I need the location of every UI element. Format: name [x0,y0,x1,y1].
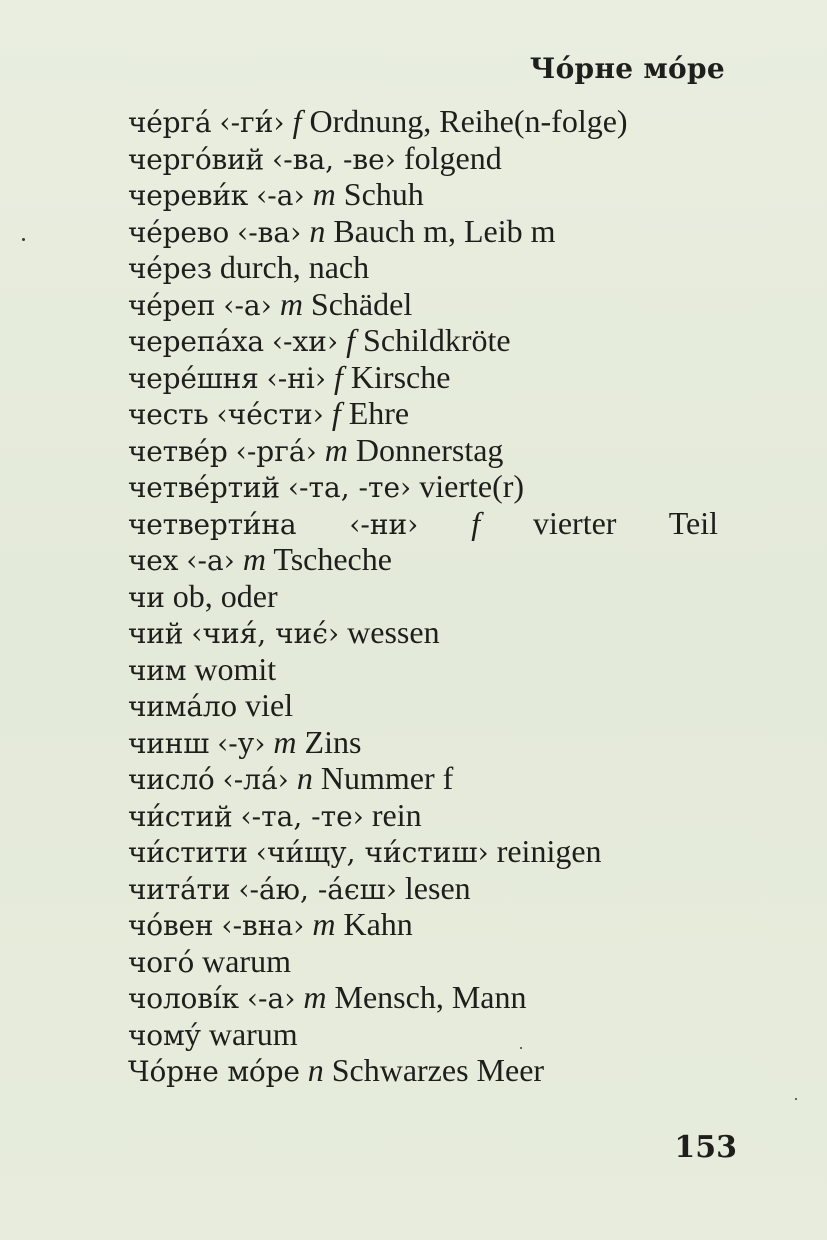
translation: Donnerstag [355,431,504,468]
dictionary-entry [128,323,718,360]
grammar-note: ‹-рга́› [235,434,317,468]
grammar-note: ‹-вна› [221,909,305,942]
headword: че́реп [128,288,216,322]
headword: чи [128,580,165,614]
dictionary-entry [128,287,718,324]
dictionary-entry [128,542,718,579]
grammar-note: ‹-ла́› [222,763,289,796]
translation: wessen [347,614,440,650]
translation: womit [194,650,277,687]
dictionary-entry [128,104,718,141]
headword: чех [128,544,179,577]
translation: Tscheche [273,541,392,577]
dictionary-entry [128,1053,718,1090]
dictionary-entry [128,177,718,214]
dictionary-entry [128,944,718,981]
dictionary-entry [128,141,718,178]
headword: черепа́ха [128,325,264,358]
translation: Kirsche [350,358,451,395]
headword: че́рга́ [128,106,212,139]
translation: warum [202,942,291,979]
headword: чима́ло [128,690,238,723]
grammar-note: ‹-ва, -ве› [272,142,396,176]
dictionary-entry [128,579,718,616]
gender-marker: m [273,723,297,760]
headword: чи́стий [128,799,233,833]
dictionary-entry [128,469,718,506]
dictionary-entry [128,907,718,944]
translation: viel [245,687,294,723]
headword: чолові́к [128,982,239,1015]
grammar-note: ‹-та, -те› [240,799,364,833]
grammar-note: ‹-а› [223,288,272,322]
dictionary-entry [128,1017,718,1054]
translation: Kahn [343,906,413,942]
translation: Schuh [343,176,424,212]
translation: vierte(r) [419,468,525,504]
translation: Schwarzes Meer [331,1052,545,1088]
grammar-note: ‹-та, -те› [287,471,412,504]
headword: чо́вен [128,909,214,942]
headword: череви́к [128,179,249,212]
translation: vierter Teil [532,504,719,541]
running-head: Чо́рне мо́ре [529,52,725,85]
translation: Bauch m, Leib m [333,212,556,249]
gender-marker: m [312,176,336,212]
dictionary-entry [128,688,718,725]
print-speck [795,1098,797,1100]
print-speck [520,1047,522,1049]
translation: ob, oder [172,577,278,614]
translation: rein [371,796,422,833]
dictionary-entry [128,214,718,251]
grammar-note: ‹-ги́› [219,106,285,139]
grammar-note: ‹-а› [256,179,305,212]
dictionary-entry [128,871,718,908]
headword: чи́стити [128,836,248,869]
page-number: 153 [674,1130,737,1165]
grammar-note: ‹-а́ю, -а́єш› [238,872,397,906]
headword: число́ [128,763,215,796]
grammar-note: ‹-а› [186,544,235,577]
dictionary-entry [128,360,718,397]
grammar-note: ‹чия́, чиє́› [191,617,340,650]
grammar-note: ‹-хи› [271,325,339,358]
headword: четве́р [128,434,228,468]
headword: честь [128,398,209,431]
dictionary-entry [128,798,718,835]
grammar-note: ‹чи́щу, чи́стиш› [255,836,489,869]
headword: че́рево [128,215,229,249]
headword: чита́ти [128,872,231,906]
gender-marker: m [324,431,348,468]
dictionary-entry [128,250,718,287]
dictionary-entry [128,433,718,470]
gender-marker: m [312,906,336,942]
gender-marker: f [346,322,356,358]
headword: Чо́рне мо́ре [128,1055,300,1088]
gender-marker: n [296,760,313,796]
dictionary-entry [128,980,718,1017]
dictionary-entry [128,834,718,871]
gender-marker: f [471,504,481,541]
headword: черго́вий [128,142,265,176]
gender-marker: f [292,103,302,139]
headword: четверти́на [128,507,297,541]
grammar-note: ‹-а› [246,982,296,1015]
grammar-note: ‹-ни› [349,507,419,541]
headword: чого́ [128,945,195,979]
translation: Nummer f [320,760,454,796]
dictionary-entry [128,725,718,762]
headword: че́рез [128,252,212,285]
translation: Ehre [348,395,410,431]
dictionary-entry [128,396,718,433]
grammar-note: ‹-ва› [237,215,302,249]
gender-marker: f [331,395,341,431]
headword: чим [128,653,187,687]
gender-marker: m [303,979,327,1015]
gender-marker: f [334,358,343,395]
gender-marker: n [309,212,326,249]
translation: lesen [404,869,471,906]
gender-marker: n [307,1052,324,1088]
print-speck [22,238,25,241]
headword: чий [128,617,184,650]
translation: warum [208,1015,298,1052]
dictionary-entry [128,506,718,543]
headword: чере́шня [128,361,259,395]
translation: Schildkröte [363,322,511,358]
dictionary-entry [128,652,718,689]
dictionary-entry [128,761,718,798]
grammar-note: ‹-у› [217,726,266,760]
translation: Mensch, Mann [334,979,527,1015]
translation: reinigen [496,833,602,869]
grammar-note: ‹че́сти› [216,398,324,431]
grammar-note: ‹-ні› [266,361,327,395]
gender-marker: m [279,285,303,322]
gender-marker: m [242,541,266,577]
translation: folgend [403,139,502,176]
translation: Schädel [310,285,413,322]
entry-list [128,104,718,1090]
translation: Ordnung, Reihe(n-folge) [309,103,628,139]
headword: чинш [128,726,210,760]
dictionary-entry [128,615,718,652]
headword: четве́ртий [128,471,280,504]
headword: чому́ [128,1018,201,1052]
translation: Zins [304,723,362,760]
translation: durch, nach [219,249,370,285]
